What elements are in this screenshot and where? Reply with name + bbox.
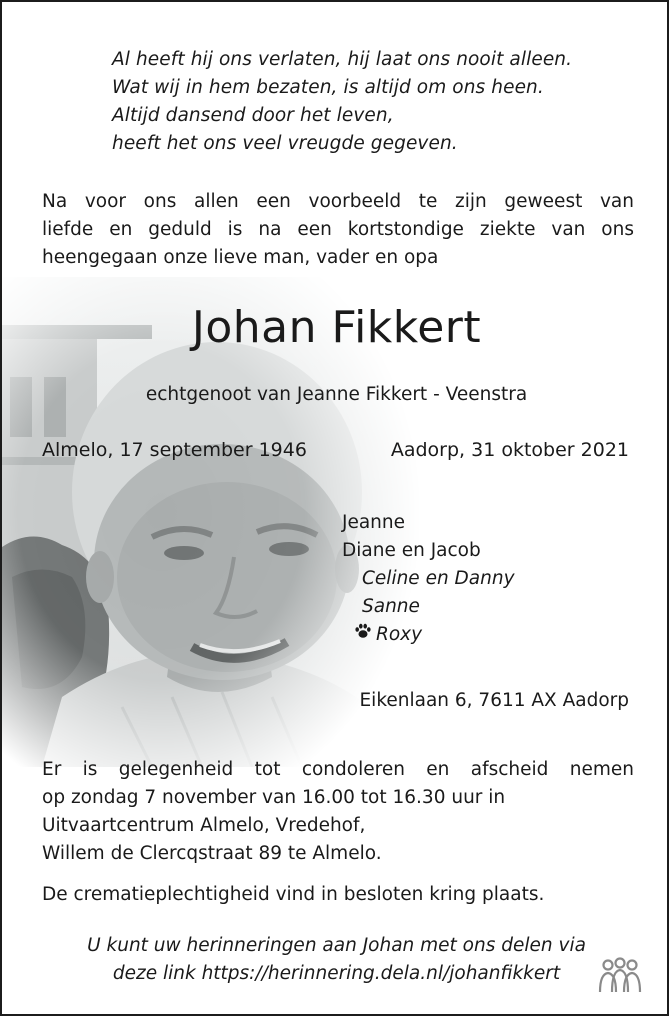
memory-link[interactable]: deze link https://herinnering.dela.nl/johanfikkert: [112, 963, 561, 984]
family-member: Celine en Danny: [362, 568, 515, 589]
spouse-line: echtgenoot van Jeanne Fikkert - Veenstra: [145, 384, 528, 405]
poem-line: Wat wij in hem bezaten, is altijd om ons heen.: [112, 77, 544, 98]
cremation-note: De crematieplechtigheid vind in besloten kring plaats.: [42, 884, 545, 905]
dela-people-logo: [595, 956, 645, 996]
pet-name: Roxy: [376, 624, 423, 645]
family-pet: [342, 621, 515, 649]
condolence-line: op zondag 7 november van 16.00 tot 16.30 uur in: [42, 787, 506, 808]
family-member: Sanne: [362, 596, 420, 617]
poem-line: heeft het ons veel vreugde gegeven.: [112, 133, 458, 154]
family-list: [342, 509, 515, 649]
poem: [112, 46, 572, 158]
address: Eikenlaan 6, 7611 AX Aadorp: [359, 690, 629, 711]
memory-share-note: [2, 932, 669, 988]
paw-icon: [354, 621, 376, 649]
condolence-line: Willem de Clercqstraat 89 te Almelo.: [42, 843, 382, 864]
intro-line: heengegaan onze lieve man, vader en opa: [42, 247, 439, 268]
condolence-line: Uitvaartcentrum Almelo, Vredehof,: [42, 815, 366, 836]
family-member: Diane en Jacob: [342, 540, 481, 561]
condolence-line: Er is gelegenheid tot condoleren en afscheid nemen: [42, 759, 634, 780]
intro-line: Na voor ons allen een voorbeeld te zijn geweest van: [42, 191, 634, 212]
poem-line: Al heeft hij ons verlaten, hij laat ons nooit alleen.: [112, 49, 573, 70]
deceased-name: Johan Fikkert: [191, 302, 482, 353]
intro-text: [42, 188, 634, 272]
memory-line: U kunt uw herinneringen aan Johan met ons delen via: [87, 935, 586, 956]
condolence-info: [42, 756, 634, 868]
intro-line: liefde en geduld is na een kortstondige ziekte van ons: [42, 219, 634, 240]
poem-line: Altijd dansend door het leven,: [112, 105, 394, 126]
death-place-date: Aadorp, 31 oktober 2021: [390, 439, 629, 461]
birth-place-date: Almelo, 17 september 1946: [42, 439, 307, 461]
family-member: Jeanne: [342, 512, 406, 533]
